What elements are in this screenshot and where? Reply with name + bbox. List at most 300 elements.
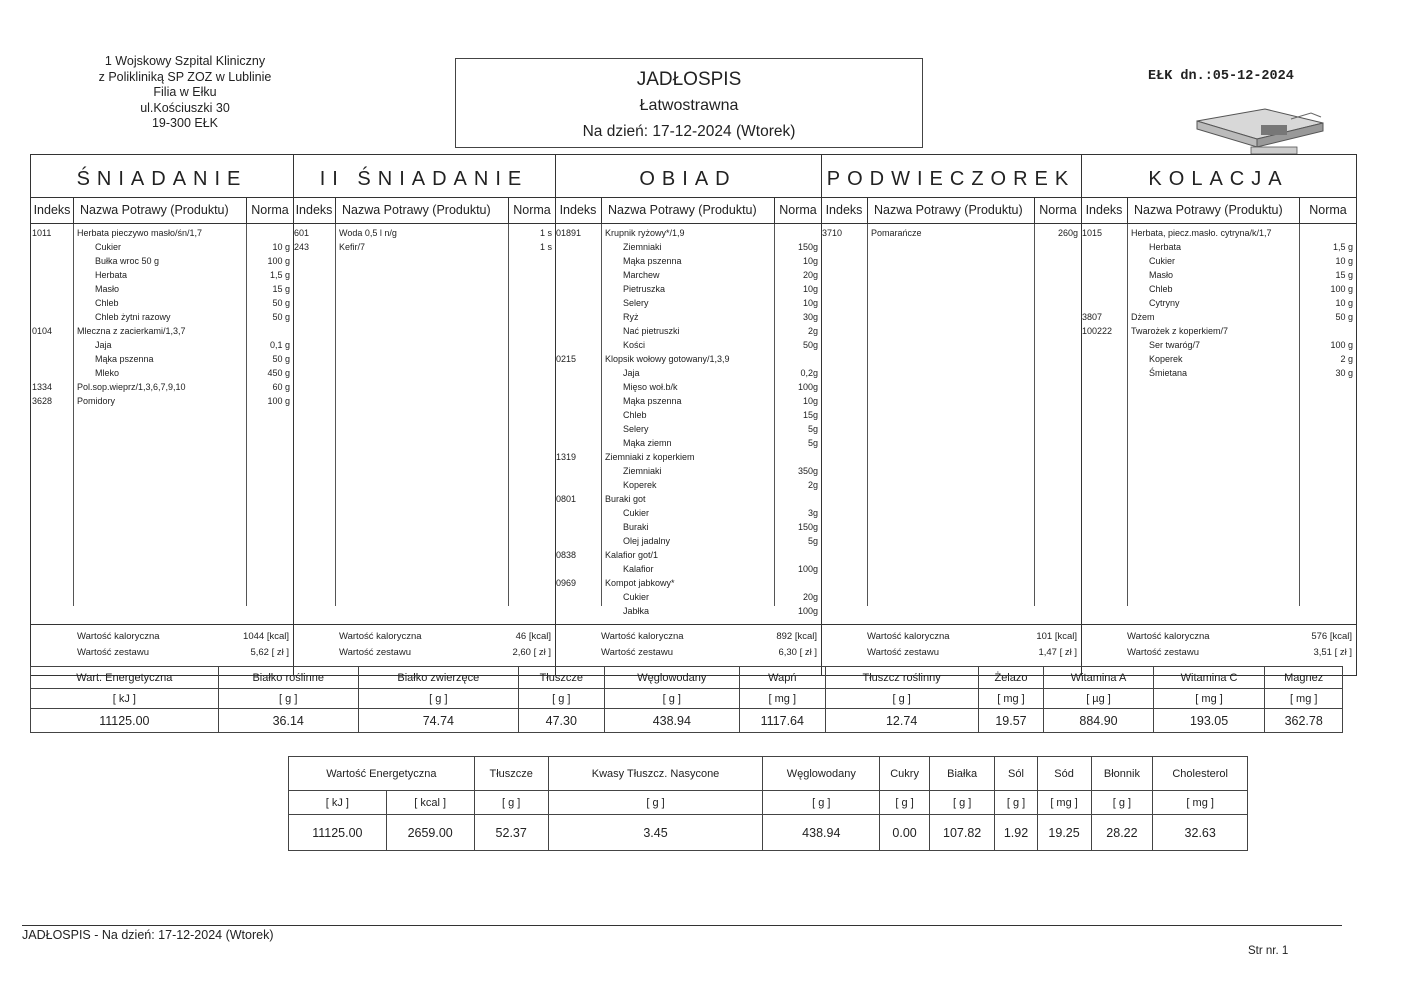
item-name: Jaja (623, 368, 640, 378)
cost-value: 6,30 [ zł ] (778, 647, 817, 658)
item-norm: 450 g (267, 368, 290, 378)
menu-item-row (555, 506, 821, 520)
nutrient-units: [ g ] (358, 689, 518, 709)
nutrient-values: 12.74 (825, 709, 978, 733)
menu-item-row (555, 492, 821, 506)
nutrient-headers: Tłuszcze (518, 667, 604, 689)
item-index: 0838 (556, 550, 577, 560)
item-name: Kalafior (623, 564, 654, 574)
nutrient-values: 107.82 (929, 815, 994, 851)
item-name: Koperek (623, 480, 657, 490)
nutrient-units: [ g ] (474, 791, 548, 815)
item-name: Śmietana (1149, 368, 1188, 378)
item-name: Kości (623, 340, 646, 350)
menu-item-row (555, 324, 821, 338)
column-header-index: Indeks (555, 198, 602, 223)
nutrient-units: [ g ] (548, 791, 763, 815)
cost-value: 1,47 [ zł ] (1038, 647, 1077, 658)
menu-item-row (31, 352, 293, 366)
menu-item-row (555, 422, 821, 436)
item-name: Marchew (623, 270, 660, 280)
item-name: Selery (623, 424, 649, 434)
nutrient-units: [ kcal ] (386, 791, 474, 815)
meal-rows (555, 224, 821, 616)
item-norm: 100g (797, 606, 818, 616)
menu-item-row (1081, 324, 1356, 338)
item-name: Chleb żytni razowy (95, 312, 171, 322)
column-header-index: Indeks (821, 198, 868, 223)
item-norm: 1 s (539, 228, 552, 238)
nutrient-values: 3.45 (548, 815, 763, 851)
nutrient-values: 32.63 (1153, 815, 1248, 851)
column-header-name: Nazwa Potrawy (Produktu) (602, 198, 775, 223)
menu-item-row (1081, 296, 1356, 310)
menu-item-row (555, 436, 821, 450)
nutrient-headers: Wapń (739, 667, 825, 689)
item-norm: 50g (802, 340, 818, 350)
item-name: Cukier (623, 592, 650, 602)
item-name: Jabłka (623, 606, 650, 616)
menu-item-row (555, 590, 821, 604)
menu-item-row (31, 296, 293, 310)
item-norm: 0,1 g (269, 340, 290, 350)
nutrient-header: Tłuszcze (474, 757, 548, 791)
item-norm: 1,5 g (1332, 242, 1353, 252)
item-norm: 1 s (539, 242, 552, 252)
kcal-label: Wartość kaloryczna (77, 631, 160, 642)
item-name: Pomidory (77, 396, 116, 406)
nutrient-units: [ g ] (880, 791, 930, 815)
nutrient-units: [ g ] (763, 791, 880, 815)
nutrient-values: 74.74 (358, 709, 518, 733)
menu-item-row (821, 226, 1081, 240)
item-name: Mąka pszenna (623, 256, 682, 266)
column-header-index: Indeks (293, 198, 336, 223)
menu-item-row (31, 268, 293, 282)
nutrient-values: 36.14 (218, 709, 358, 733)
item-name: Ziemniaki z koperkiem (605, 452, 695, 462)
nutrient-values: 438.94 (604, 709, 739, 733)
nutrient-units: [ g ] (1091, 791, 1153, 815)
item-norm: 10 g (1335, 256, 1353, 266)
meal-title: ŚNIADANIE (31, 155, 293, 198)
cost-value: 5,62 [ zł ] (250, 647, 289, 658)
meal-rows (821, 224, 1081, 606)
nutrient-headers: Białko roślinne (218, 667, 358, 689)
cost-value: 2,60 [ zł ] (512, 647, 551, 658)
meal-rows (31, 224, 293, 606)
item-name: Bułka wroc 50 g (95, 256, 160, 266)
item-norm: 5g (807, 424, 818, 434)
nutrient-headers: Witamina C (1153, 667, 1265, 689)
item-name: Buraki (623, 522, 649, 532)
nutrient-units: [ mg ] (978, 689, 1044, 709)
column-header-name: Nazwa Potrawy (Produktu) (1128, 198, 1300, 223)
kcal-label: Wartość kaloryczna (601, 631, 684, 642)
item-name: Kalafior got/1 (605, 550, 659, 560)
kcal-value: 46 [kcal] (515, 631, 551, 642)
meal-title: OBIAD (555, 155, 821, 198)
menu-item-row (555, 562, 821, 576)
nutrient-header: Kwasy Tłuszcz. Nasycone (548, 757, 763, 791)
hospital-address (60, 54, 310, 132)
item-norm: 150g (797, 242, 818, 252)
menu-item-row (555, 240, 821, 254)
item-index: 1319 (556, 452, 577, 462)
nutrition-label-table (288, 756, 1248, 851)
kcal-value: 1044 [kcal] (243, 631, 289, 642)
kcal-value: 892 [kcal] (776, 631, 817, 642)
nutrient-values: 362.78 (1265, 709, 1343, 733)
nutrient-values: 11125.00 (31, 709, 219, 733)
item-name: Nać pietruszki (623, 326, 680, 336)
nutrient-headers: Żelazo (978, 667, 1044, 689)
nutrition-summary-table (30, 666, 1343, 733)
nutrient-header: Błonnik (1091, 757, 1153, 791)
nutrient-headers: Tłuszcz roślinny (825, 667, 978, 689)
meal-column-ii-sniadanie (293, 155, 556, 675)
item-name: Dżem (1131, 312, 1155, 322)
item-norm: 260g (1057, 228, 1078, 238)
nutrient-headers: Witamina A (1044, 667, 1153, 689)
item-index: 3628 (32, 396, 53, 406)
cost-label: Wartość zestawu (867, 647, 939, 658)
column-header-index: Indeks (31, 198, 74, 223)
item-name: Cukier (1149, 256, 1176, 266)
item-name: Krupnik ryżowy*/1,9 (605, 228, 685, 238)
item-name: Chleb (95, 298, 119, 308)
nutrient-header: Sód (1037, 757, 1091, 791)
nutrient-values: 0.00 (880, 815, 930, 851)
item-norm: 0,2g (800, 368, 818, 378)
nutrient-units: [ g ] (604, 689, 739, 709)
item-norm: 10g (802, 298, 818, 308)
menu-item-row (555, 394, 821, 408)
item-index: 243 (294, 242, 310, 252)
menu-item-row (31, 366, 293, 380)
kcal-label: Wartość kaloryczna (339, 631, 422, 642)
item-index: 01891 (556, 228, 582, 238)
meal-column-obiad (555, 155, 822, 675)
item-index: 0215 (556, 354, 577, 364)
item-index: 1334 (32, 382, 53, 392)
item-norm: 10 g (272, 242, 290, 252)
item-norm: 100 g (267, 256, 290, 266)
cost-label: Wartość zestawu (601, 647, 673, 658)
menu-item-row (555, 310, 821, 324)
item-norm: 100g (797, 564, 818, 574)
item-norm: 100 g (1330, 340, 1353, 350)
item-name: Cukier (95, 242, 122, 252)
kcal-label: Wartość kaloryczna (867, 631, 950, 642)
menu-item-row (31, 324, 293, 338)
nutrient-header: Cukry (880, 757, 930, 791)
cost-value: 3,51 [ zł ] (1313, 647, 1352, 658)
meal-column-sniadanie (31, 155, 294, 675)
nutrient-values: 47.30 (518, 709, 604, 733)
menu-item-row (31, 226, 293, 240)
hospital-line: Filia w Ełku (153, 85, 217, 99)
item-name: Cytryny (1149, 298, 1180, 308)
menu-item-row (555, 534, 821, 548)
item-name: Pomarańcze (871, 228, 922, 238)
item-index: 3807 (1082, 312, 1103, 322)
item-name: Jaja (95, 340, 112, 350)
title-box (455, 58, 923, 148)
menu-item-row (555, 366, 821, 380)
item-norm: 10g (802, 256, 818, 266)
nutrient-header: Białka (929, 757, 994, 791)
nutrient-header: Cholesterol (1153, 757, 1248, 791)
nutrient-units: [ mg ] (1153, 689, 1265, 709)
item-norm: 150g (797, 522, 818, 532)
item-name: Chleb (623, 410, 647, 420)
item-name: Mleko (95, 368, 120, 378)
nutrient-values: 884.90 (1044, 709, 1153, 733)
item-name: Ziemniaki (623, 242, 662, 252)
item-name: Cukier (623, 508, 650, 518)
menu-item-row (1081, 366, 1356, 380)
menu-item-row (1081, 338, 1356, 352)
menu-item-row (555, 268, 821, 282)
item-index: 1015 (1082, 228, 1103, 238)
item-index: 0104 (32, 326, 53, 336)
nutrient-values: 1.92 (995, 815, 1037, 851)
item-norm: 50 g (1335, 312, 1353, 322)
item-norm: 10g (802, 284, 818, 294)
menu-item-row (555, 520, 821, 534)
kcal-value: 576 [kcal] (1311, 631, 1352, 642)
energy-header: Wartość Energetyczna (289, 757, 475, 791)
menu-item-row (293, 240, 555, 254)
menu-item-row (555, 450, 821, 464)
menu-date: Na dzień: 17-12-2024 (Wtorek) (582, 123, 796, 140)
column-header-name: Nazwa Potrawy (Produktu) (868, 198, 1035, 223)
nutrient-units: [ g ] (518, 689, 604, 709)
meal-rows (293, 224, 555, 606)
menu-item-row (1081, 352, 1356, 366)
menu-item-row (1081, 254, 1356, 268)
diet-name: Łatwostrawna (639, 97, 739, 114)
menu-item-row (555, 254, 821, 268)
nutrient-values: 19.25 (1037, 815, 1091, 851)
menu-item-row (1081, 226, 1356, 240)
item-norm: 50 g (272, 354, 290, 364)
nutrient-headers: Białko zwierzęce (358, 667, 518, 689)
menu-item-row (1081, 268, 1356, 282)
nutrient-headers: Wart. Energetyczna (31, 667, 219, 689)
item-norm: 50 g (272, 298, 290, 308)
item-norm: 20g (802, 592, 818, 602)
nutrient-units: [ mg ] (1265, 689, 1343, 709)
item-norm: 350g (797, 466, 818, 476)
item-name: Kompot jabkowy* (605, 578, 675, 588)
menu-item-row (31, 282, 293, 296)
meal-title: PODWIECZOREK (821, 155, 1081, 198)
item-name: Mleczna z zacierkami/1,3,7 (77, 326, 186, 336)
item-name: Buraki got (605, 494, 646, 504)
column-header-norm: Norma (1309, 203, 1347, 217)
item-index: 0801 (556, 494, 577, 504)
item-name: Herbata (1149, 242, 1182, 252)
item-norm: 50 g (272, 312, 290, 322)
meal-column-podwieczorek (821, 155, 1082, 675)
item-name: Ziemniaki (623, 466, 662, 476)
item-norm: 5g (807, 536, 818, 546)
menu-item-row (555, 352, 821, 366)
item-name: Twarożek z koperkiem/7 (1131, 326, 1229, 336)
nutrient-header: Sól (995, 757, 1037, 791)
column-header-name: Nazwa Potrawy (Produktu) (336, 198, 509, 223)
item-index: 3710 (822, 228, 843, 238)
menu-item-row (31, 310, 293, 324)
item-index: 1011 (32, 228, 52, 238)
item-norm: 2g (807, 326, 818, 336)
item-norm: 5g (807, 438, 818, 448)
column-header-index: Indeks (1081, 198, 1128, 223)
column-header-norm: Norma (251, 203, 289, 217)
menu-item-row (31, 380, 293, 394)
item-name: Klopsik wołowy gotowany/1,3,9 (605, 354, 730, 364)
menu-item-row (555, 576, 821, 590)
item-name: Woda 0,5 l n/g (339, 228, 397, 238)
item-name: Pietruszka (623, 284, 666, 294)
nutrient-units: [ g ] (929, 791, 994, 815)
nutrient-units: [ g ] (825, 689, 978, 709)
item-name: Koperek (1149, 354, 1183, 364)
printer-icon (1195, 103, 1327, 155)
item-name: Mąka pszenna (95, 354, 154, 364)
nutrient-values: 52.37 (474, 815, 548, 851)
item-index: 0969 (556, 578, 577, 588)
item-norm: 10g (802, 396, 818, 406)
nutrient-values: 11125.00 (289, 815, 387, 851)
cost-label: Wartość zestawu (77, 647, 149, 658)
nutrient-units: [ mg ] (739, 689, 825, 709)
item-name: Kefir/7 (339, 242, 366, 252)
menu-item-row (555, 296, 821, 310)
item-norm: 15g (802, 410, 818, 420)
meals-table (30, 154, 1357, 676)
meal-title: KOLACJA (1081, 155, 1356, 198)
nutrient-values: 28.22 (1091, 815, 1153, 851)
footer-text: JADŁOSPIS - Na dzień: 17-12-2024 (Wtorek) (22, 928, 274, 942)
item-norm: 3g (807, 508, 818, 518)
item-name: Pol.sop.wieprz/1,3,6,7,9,10 (77, 382, 186, 392)
nutrient-headers: Magnez (1265, 667, 1343, 689)
nutrient-values: 2659.00 (386, 815, 474, 851)
item-name: Masło (95, 284, 120, 294)
footer-divider (22, 925, 1342, 926)
item-name: Selery (623, 298, 649, 308)
menu-item-row (1081, 310, 1356, 324)
hospital-line: z Polikliniką SP ZOZ w Lublinie (98, 69, 272, 84)
menu-item-row (555, 408, 821, 422)
menu-item-row (555, 380, 821, 394)
menu-item-row (555, 282, 821, 296)
nutrient-headers: Węglowodany (604, 667, 739, 689)
nutrient-units: [ kJ ] (31, 689, 219, 709)
cost-label: Wartość zestawu (339, 647, 411, 658)
menu-item-row (31, 240, 293, 254)
menu-item-row (31, 394, 293, 408)
item-name: Ryż (623, 312, 639, 322)
nutrient-values: 1117.64 (739, 709, 825, 733)
item-name: Mąka pszenna (623, 396, 682, 406)
menu-item-row (555, 338, 821, 352)
item-norm: 30 g (1335, 368, 1353, 378)
menu-item-row (31, 254, 293, 268)
item-name: Masło (1149, 270, 1174, 280)
nutrient-units: [ mg ] (1153, 791, 1248, 815)
nutrient-values: 193.05 (1153, 709, 1265, 733)
item-name: Herbata pieczywo masło/śn/1,7 (77, 228, 203, 238)
menu-item-row (1081, 282, 1356, 296)
nutrient-units: [ g ] (995, 791, 1037, 815)
hospital-line: ul.Kościuszki 30 (140, 100, 230, 115)
item-norm: 20g (802, 270, 818, 280)
column-header-norm: Norma (779, 203, 817, 217)
item-name: Ser twaróg/7 (1149, 340, 1201, 350)
menu-item-row (1081, 240, 1356, 254)
item-norm: 30g (802, 312, 818, 322)
item-norm: 1,5 g (269, 270, 290, 280)
cost-label: Wartość zestawu (1127, 647, 1199, 658)
hospital-line: 19-300 EŁK (151, 116, 219, 130)
item-name: Olej jadalny (623, 536, 671, 546)
menu-item-row (293, 226, 555, 240)
item-norm: 15 g (1335, 270, 1353, 280)
menu-item-row (555, 464, 821, 478)
nutrient-values: 19.57 (978, 709, 1044, 733)
meal-rows (1081, 224, 1356, 606)
document-code: EŁK dn.:05-12-2024 (1148, 69, 1294, 84)
column-header-norm: Norma (513, 203, 551, 217)
meal-column-kolacja (1081, 155, 1356, 675)
menu-item-row (555, 548, 821, 562)
item-norm: 100 g (1330, 284, 1353, 294)
item-index: 100222 (1082, 326, 1113, 336)
menu-item-row (555, 604, 821, 618)
item-name: Herbata (95, 270, 128, 280)
page-title: JADŁOSPIS (636, 69, 742, 90)
nutrient-units: [ g ] (218, 689, 358, 709)
item-norm: 100g (797, 382, 818, 392)
nutrient-values: 438.94 (763, 815, 880, 851)
item-norm: 60 g (272, 382, 290, 392)
item-norm: 100 g (267, 396, 290, 406)
column-header-name: Nazwa Potrawy (Produktu) (74, 198, 247, 223)
item-norm: 2 g (1340, 354, 1353, 364)
item-name: Chleb (1149, 284, 1173, 294)
item-name: Mięso woł.b/k (623, 382, 678, 392)
nutrient-units: [ kJ ] (289, 791, 387, 815)
item-norm: 15 g (272, 284, 290, 294)
menu-item-row (31, 338, 293, 352)
kcal-label: Wartość kaloryczna (1127, 631, 1210, 642)
menu-item-row (555, 226, 821, 240)
meal-title: II ŚNIADANIE (293, 155, 555, 198)
column-header-norm: Norma (1039, 203, 1077, 217)
item-norm: 2g (807, 480, 818, 490)
nutrient-units: [ mg ] (1037, 791, 1091, 815)
hospital-line: 1 Wojskowy Szpital Kliniczny (104, 54, 266, 68)
kcal-value: 101 [kcal] (1036, 631, 1077, 642)
page-number: Str nr. 1 (1248, 945, 1289, 957)
item-norm: 10 g (1335, 298, 1353, 308)
item-name: Mąka ziemn (623, 438, 672, 448)
menu-item-row (555, 478, 821, 492)
